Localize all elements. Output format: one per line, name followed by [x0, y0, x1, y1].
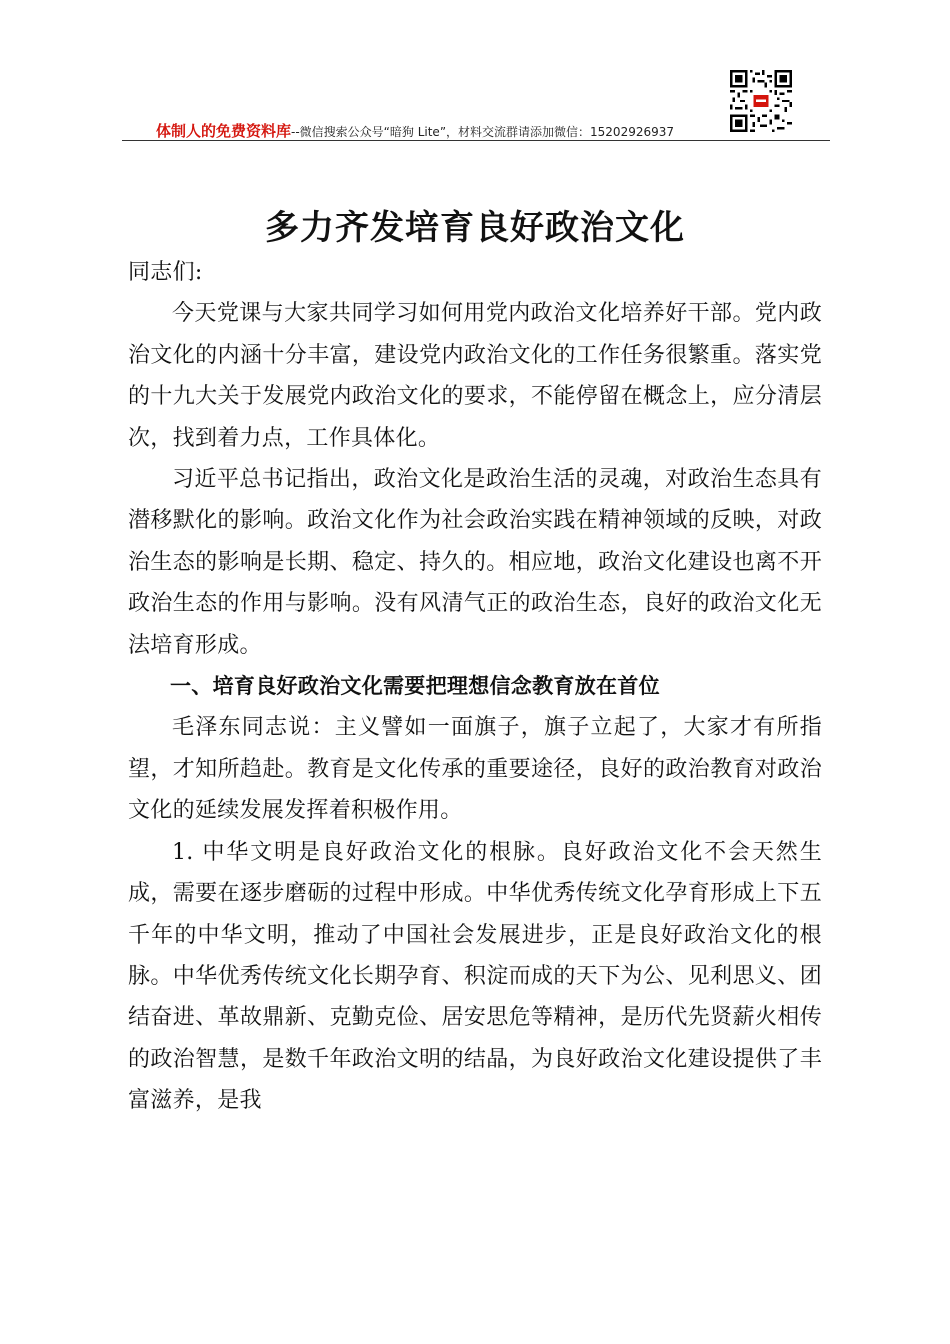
body-paragraph: 今天党课与大家共同学习如何用党内政治文化培养好干部。党内政治文化的内涵十分丰富，建设党内政治文化的工作任务很繁重。落实党的十九大关于发展党内政治文化的要求，不能停留在概念上，应分清层次，找到着力点，工作具体化。 — [128, 301, 822, 451]
section-heading: 一、培育良好政治文化需要把理想信念教育放在首位 — [170, 674, 660, 699]
qr-code-icon — [730, 70, 792, 132]
header-brand: 体制人的免费资料库 — [156, 122, 292, 140]
page-header — [122, 66, 830, 146]
salutation: 同志们: — [128, 260, 203, 285]
header-note: --微信搜索公众号“暗狗 Lite”，材料交流群请添加微信：15202926937 — [291, 125, 675, 139]
document-title: 多力齐发培育良好政治文化 — [265, 208, 685, 248]
body-paragraph: 1. 中华文明是良好政治文化的根脉。良好政治文化不会天然生成，需要在逐步磨砺的过程中形成。中华优秀传统文化孕育形成上下五千年的中华文明，推动了中国社会发展进步，正是良好政治文化的根脉。中华优秀传统文化长期孕育、积淀而成的天下为公、见利思义、团结奋进、革故鼎新、克勤克俭、居安思危等精神，是历代先贤薪火相传的政治智慧，是数千年政治文明的结晶，为良好政治文化建设提供了丰富滋养，是我 — [128, 839, 822, 1114]
header-caption — [156, 120, 674, 141]
body-paragraph: 习近平总书记指出，政治文化是政治生活的灵魂，对政治生态具有潜移默化的影响。政治文化作为社会政治实践在精神领域的反映，对政治生态的影响是长期、稳定、持久的。相应地，政治文化建设也离不开政治生态的作用与影响。没有风清气正的政治生态，良好的政治文化无法培育形成。 — [128, 467, 822, 658]
body-paragraph: 毛泽东同志说：主义譬如一面旗子，旗子立起了，大家才有所指望，才知所趋赴。教育是文化传承的重要途径，良好的政治教育对政治文化的延续发展发挥着积极作用。 — [128, 715, 822, 824]
header-divider — [122, 140, 830, 141]
document-body — [128, 252, 822, 1122]
